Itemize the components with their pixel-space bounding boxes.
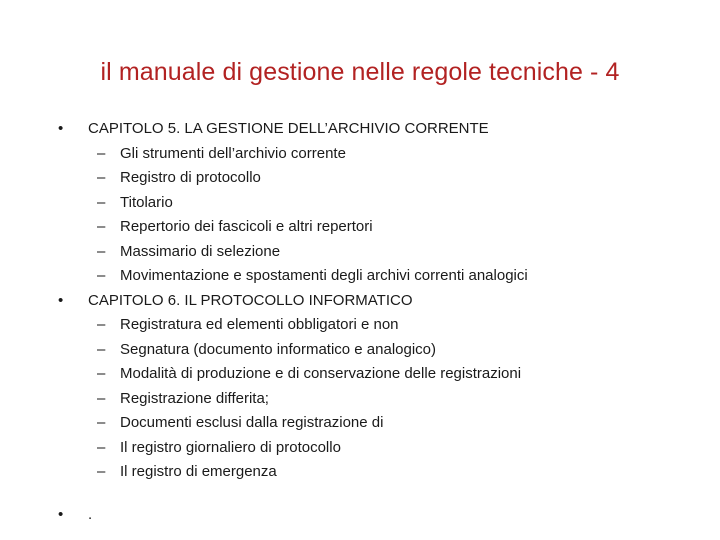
slide-title: il manuale di gestione nelle regole tecniche - 4 xyxy=(100,58,620,86)
sub-item-text: Registro di protocollo xyxy=(120,169,261,186)
sub-item xyxy=(58,166,698,191)
sub-item-text: Massimario di selezione xyxy=(120,242,281,260)
dash-icon: – xyxy=(97,267,106,284)
sub-item xyxy=(58,215,698,240)
sub-item xyxy=(58,264,698,289)
dash-icon: – xyxy=(97,463,106,480)
sub-item-text: Segnatura (documento informatico e analogico) xyxy=(120,340,437,358)
slide-content xyxy=(58,117,698,527)
spacer xyxy=(58,485,698,503)
bullet-item-empty xyxy=(58,503,698,528)
sub-item-text: Titolario xyxy=(120,193,173,211)
sub-item-text: Il registro di emergenza xyxy=(120,463,277,480)
sub-item xyxy=(58,362,698,387)
sub-item-text: Repertorio dei fascicoli e altri repertori xyxy=(120,218,373,235)
sub-item xyxy=(58,387,698,412)
sub-item xyxy=(58,436,698,461)
dash-icon: – xyxy=(97,438,106,456)
bullet-dot-icon: • xyxy=(58,120,64,137)
dash-icon: – xyxy=(97,340,106,358)
bullet-dot-icon: • xyxy=(58,291,64,309)
dash-icon: – xyxy=(97,242,106,260)
bullet-item-chapter-5 xyxy=(58,117,698,142)
sub-item-text: Documenti esclusi dalla registrazione di xyxy=(120,414,384,431)
sub-item xyxy=(58,338,698,363)
sub-item-text: Registratura ed elementi obbligatori e non xyxy=(120,316,399,333)
sub-item xyxy=(58,142,698,167)
dash-icon: – xyxy=(97,414,106,431)
sub-item xyxy=(58,240,698,265)
dash-icon: – xyxy=(97,365,106,382)
sub-item xyxy=(58,191,698,216)
bullet-text: CAPITOLO 6. IL PROTOCOLLO INFORMATICO xyxy=(88,291,413,309)
dash-icon: – xyxy=(97,218,106,235)
sub-item-text: Modalità di produzione e di conservazione delle registrazioni xyxy=(120,365,522,382)
sub-item xyxy=(58,313,698,338)
sub-item xyxy=(58,411,698,436)
dash-icon: – xyxy=(97,169,106,186)
bullet-text: . xyxy=(88,505,93,523)
dash-icon: – xyxy=(97,316,106,333)
sub-item xyxy=(58,460,698,485)
bullet-dot-icon: • xyxy=(58,505,64,523)
bullet-text: CAPITOLO 5. LA GESTIONE DELL’ARCHIVIO CORRENTE xyxy=(88,120,489,137)
bullet-item-chapter-6 xyxy=(58,289,698,314)
sub-item-text: Registrazione differita; xyxy=(120,389,269,407)
dash-icon: – xyxy=(97,193,106,211)
sub-item-text: Movimentazione e spostamenti degli archivi correnti analogici xyxy=(120,267,528,284)
sub-item-text: Il registro giornaliero di protocollo xyxy=(120,438,341,456)
dash-icon: – xyxy=(97,389,106,407)
sub-item-text: Gli strumenti dell’archivio corrente xyxy=(120,144,346,162)
dash-icon: – xyxy=(97,144,106,162)
